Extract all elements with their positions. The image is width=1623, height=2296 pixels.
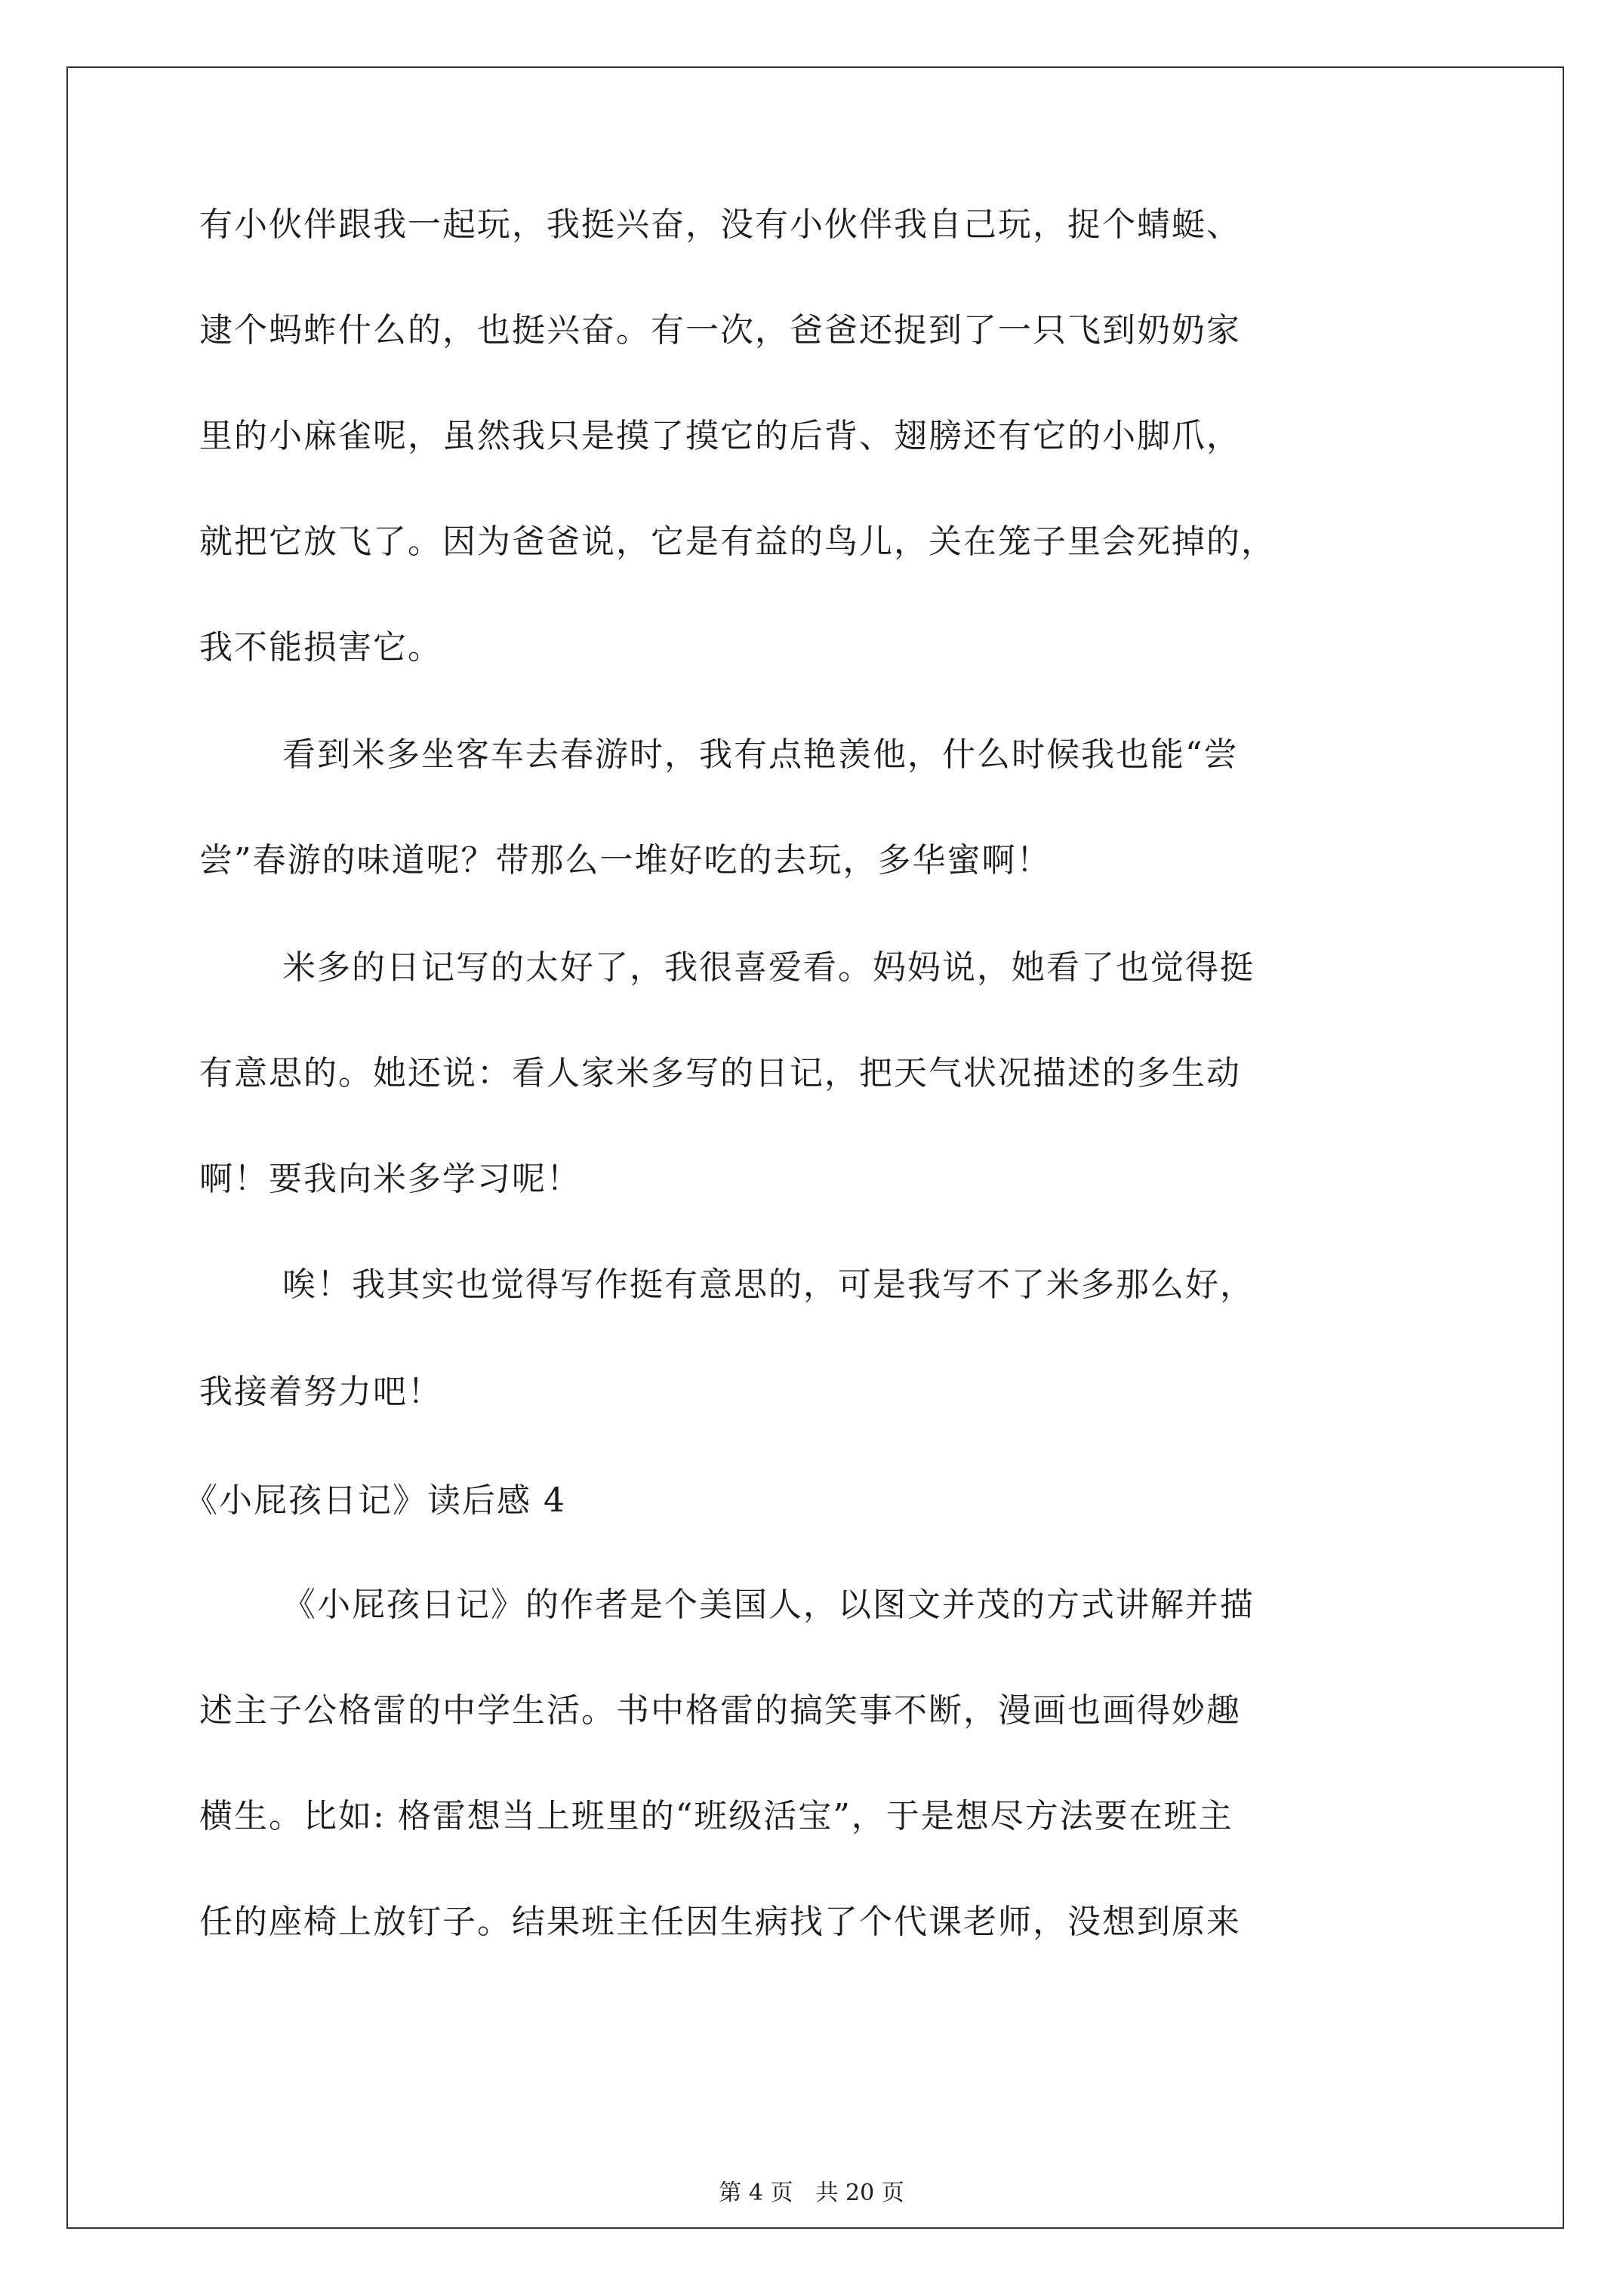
text-line: 横生。比如: 格雷想当上班里的“班级活宝”，于是想尽方法要在班主 — [199, 1797, 1233, 1835]
text-line: 任的座椅上放钉子。结果班主任因生病找了个代课老师，没想到原来 — [199, 1903, 1241, 1941]
text-line: 啊！要我向米多学习呢！ — [199, 1160, 581, 1198]
text-line: 有意思的。她还说：看人家米多写的日记，把天气状况描述的多生动 — [199, 1054, 1241, 1093]
paragraph-start: 《小屁孩日记》的作者是个美国人，以图文并茂的方式讲解并描 — [282, 1586, 1255, 1624]
paragraph-start: 唉！我其实也觉得写作挺有意思的，可是我写不了米多那么好， — [282, 1265, 1255, 1304]
text-line: 我不能损害它。 — [199, 628, 442, 667]
section-heading: 《小屁孩日记》读后感 4 — [184, 1481, 566, 1520]
text-line: 有小伙伴跟我一起玩，我挺兴奋，没有小伙伴我自己玩，捉个蜻蜓、 — [199, 205, 1241, 244]
text-line: 就把它放飞了。因为爸爸说，它是有益的鸟儿，关在笼子里会死掉的， — [199, 522, 1276, 561]
text-line: 我接着努力吧！ — [199, 1373, 442, 1411]
text-line: 述主子公格雷的中学生活。书中格雷的搞笑事不断，漫画也画得妙趣 — [199, 1691, 1241, 1730]
paragraph-start: 看到米多坐客车去春游时，我有点艳羡他，什么时候我也能“尝 — [282, 735, 1239, 774]
page-number: 第 4 页 共 20 页 — [719, 2180, 904, 2206]
text-line: 逮个蚂蚱什么的，也挺兴奋。有一次，爸爸还捉到了一只飞到奶奶家 — [199, 311, 1241, 350]
text-line: 尝”春游的味道呢？带那么一堆好吃的去玩，多华蜜啊！ — [199, 841, 1052, 880]
paragraph-start: 米多的日记写的太好了，我很喜爱看。妈妈说，她看了也觉得挺 — [282, 948, 1255, 987]
text-line: 里的小麻雀呢，虽然我只是摸了摸它的后背、翅膀还有它的小脚爪， — [199, 417, 1241, 455]
